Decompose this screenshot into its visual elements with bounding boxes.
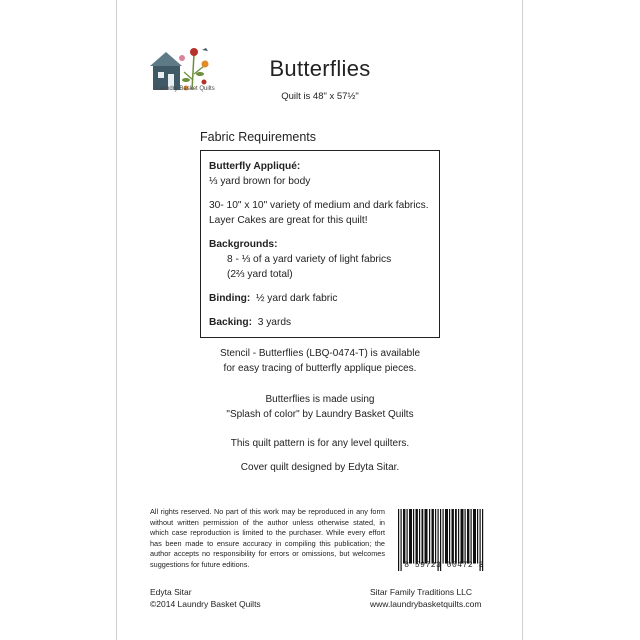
barcode-number: 8 59723 00472 3 <box>404 561 484 570</box>
footer-copyright: ©2014 Laundry Basket Quilts <box>150 599 261 609</box>
stencil-line-1: Stencil - Butterflies (LBQ-0474-T) is available <box>219 348 421 359</box>
page-title: Butterflies <box>269 56 371 81</box>
backgrounds-heading: Backgrounds: <box>209 239 278 250</box>
footer-author-name: Edyta Sitar <box>150 587 192 597</box>
backing-row <box>209 315 431 330</box>
footer-publisher-name: Sitar Family Traditions LLC <box>370 587 473 597</box>
footer-website[interactable]: www.laundrybasketquilts.com <box>370 599 482 609</box>
backgrounds-line-1: 8 - ⅓ of a yard variety of light fabrics <box>227 254 392 265</box>
binding-row <box>209 291 431 306</box>
backgrounds-line-2: (2⅔ yard total) <box>227 269 293 280</box>
applique-heading: Butterfly Appliqué: <box>209 161 301 172</box>
binding-value: ½ yard dark fabric <box>255 293 338 304</box>
copyright-notice: All rights reserved. No part of this work may be reproduced in any form without written permission of the author unless otherwise stated, in which case reproduction is limited to the purchaser. While every effort has been made to ensure accuracy in compiling this publication; the author accepts no responsibility for errors or omissions, but welcomes suggestions for future editions. <box>150 507 385 569</box>
stencil-line-2: for easy tracing of butterfly applique pieces. <box>223 363 417 374</box>
footer-author <box>150 586 261 610</box>
fabric-line-note <box>0 392 640 422</box>
made-using-line-1: Butterflies is made using <box>265 394 375 405</box>
made-using-line-2: "Splash of color" by Laundry Basket Quilts <box>226 409 414 420</box>
logo-brand-text: Laundry Basket Quilts <box>156 86 215 92</box>
backing-label: Backing: <box>209 317 253 328</box>
quilt-size: Quilt is 48" x 57½" <box>281 91 359 102</box>
stencil-note <box>0 346 640 376</box>
skill-level-note: This quilt pattern is for any level quilters. <box>230 438 410 449</box>
footer-publisher <box>370 586 482 610</box>
designer-note: Cover quilt designed by Edyta Sitar. <box>240 462 400 473</box>
binding-label: Binding: <box>209 293 251 304</box>
fabric-requirements-box <box>200 150 440 338</box>
backing-value: 3 yards <box>257 317 292 328</box>
applique-line-1: ⅓ yard brown for body <box>209 176 311 187</box>
applique-line-2: 30- 10" x 10" variety of medium and dark fabrics. Layer Cakes are great for this quilt! <box>209 200 429 226</box>
fabric-requirements-heading: Fabric Requirements <box>200 130 317 144</box>
